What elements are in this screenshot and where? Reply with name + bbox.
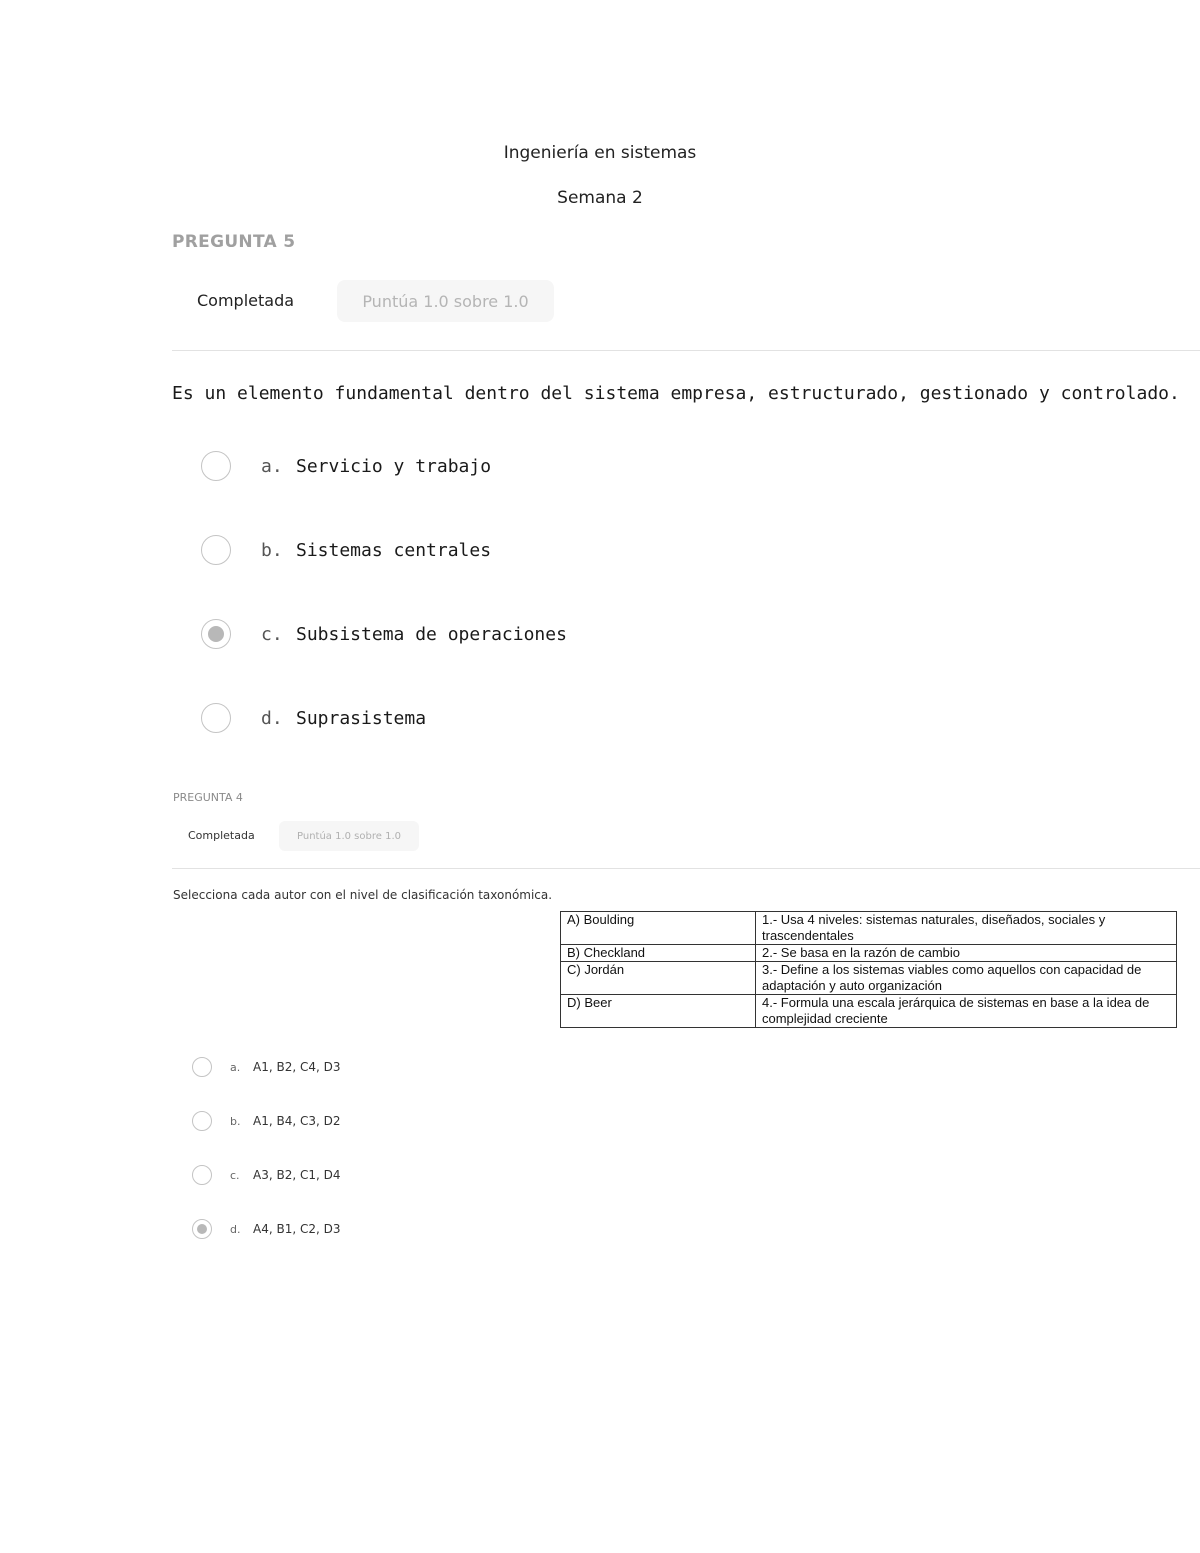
question4-option-b[interactable] bbox=[192, 1111, 341, 1131]
table-cell-desc: 4.- Formula una escala jerárquica de sistemas en base a la idea de complejidad creciente bbox=[756, 995, 1177, 1028]
question4-state: Completada bbox=[188, 829, 255, 842]
option-text: A1, B2, C4, D3 bbox=[253, 1060, 341, 1074]
document-subtitle: Semana 2 bbox=[557, 188, 643, 208]
table-row bbox=[561, 945, 1177, 962]
question4-label: PREGUNTA 4 bbox=[173, 791, 243, 804]
table-cell-author: C) Jordán bbox=[561, 962, 756, 995]
question4-option-c[interactable] bbox=[192, 1165, 341, 1185]
option-letter: d. bbox=[230, 1222, 241, 1236]
question5-label: PREGUNTA 5 bbox=[172, 232, 296, 252]
table-row bbox=[561, 995, 1177, 1028]
option-text: A3, B2, C1, D4 bbox=[253, 1168, 341, 1182]
option-letter: c. bbox=[261, 623, 283, 645]
radio-button[interactable] bbox=[201, 535, 231, 565]
taxonomy-table bbox=[560, 911, 1177, 1028]
table-cell-author: D) Beer bbox=[561, 995, 756, 1028]
option-letter: b. bbox=[230, 1114, 241, 1128]
radio-button[interactable] bbox=[201, 703, 231, 733]
question5-state: Completada bbox=[197, 291, 295, 310]
option-text: A1, B4, C3, D2 bbox=[253, 1114, 341, 1128]
question5-option-d[interactable] bbox=[201, 703, 427, 733]
table-row bbox=[561, 962, 1177, 995]
radio-button[interactable] bbox=[201, 451, 231, 481]
option-letter: c. bbox=[230, 1168, 240, 1182]
question5-score-badge: Puntúa 1.0 sobre 1.0 bbox=[337, 280, 554, 322]
radio-button[interactable] bbox=[192, 1057, 212, 1077]
question5-option-a[interactable] bbox=[201, 451, 492, 481]
question4-score-badge: Puntúa 1.0 sobre 1.0 bbox=[279, 821, 419, 851]
radio-button[interactable] bbox=[192, 1111, 212, 1131]
question4-divider bbox=[172, 868, 1200, 869]
table-cell-author: B) Checkland bbox=[561, 945, 756, 962]
option-text: A4, B1, C2, D3 bbox=[253, 1222, 341, 1236]
table-cell-desc: 1.- Usa 4 niveles: sistemas naturales, diseñados, sociales y trascendentales bbox=[756, 912, 1177, 945]
option-letter: b. bbox=[261, 539, 283, 561]
question4-text: Selecciona cada autor con el nivel de clasificación taxonómica. bbox=[173, 888, 553, 902]
option-letter: d. bbox=[261, 707, 283, 729]
option-text: Servicio y trabajo bbox=[296, 455, 492, 477]
question5-option-c[interactable] bbox=[201, 619, 567, 649]
table-cell-desc: 2.- Se basa en la razón de cambio bbox=[756, 945, 1177, 962]
radio-button-selected[interactable] bbox=[192, 1219, 212, 1239]
option-text: Suprasistema bbox=[296, 707, 427, 729]
option-letter: a. bbox=[230, 1060, 241, 1074]
table-cell-desc: 3.- Define a los sistemas viables como aquellos con capacidad de adaptación y auto organización bbox=[756, 962, 1177, 995]
option-text: Sistemas centrales bbox=[296, 539, 492, 561]
document-title: Ingeniería en sistemas bbox=[503, 143, 697, 163]
option-letter: a. bbox=[261, 455, 283, 477]
question5-text: Es un elemento fundamental dentro del sistema empresa, estructurado, gestionado y controlado. bbox=[172, 383, 1180, 404]
question4-option-d[interactable] bbox=[192, 1219, 341, 1239]
question5-option-b[interactable] bbox=[201, 535, 492, 565]
question5-divider bbox=[172, 350, 1200, 351]
table-row bbox=[561, 912, 1177, 945]
radio-button-selected[interactable] bbox=[201, 619, 231, 649]
table-cell-author: A) Boulding bbox=[561, 912, 756, 945]
option-text: Subsistema de operaciones bbox=[296, 623, 567, 645]
question4-option-a[interactable] bbox=[192, 1057, 341, 1077]
radio-button[interactable] bbox=[192, 1165, 212, 1185]
